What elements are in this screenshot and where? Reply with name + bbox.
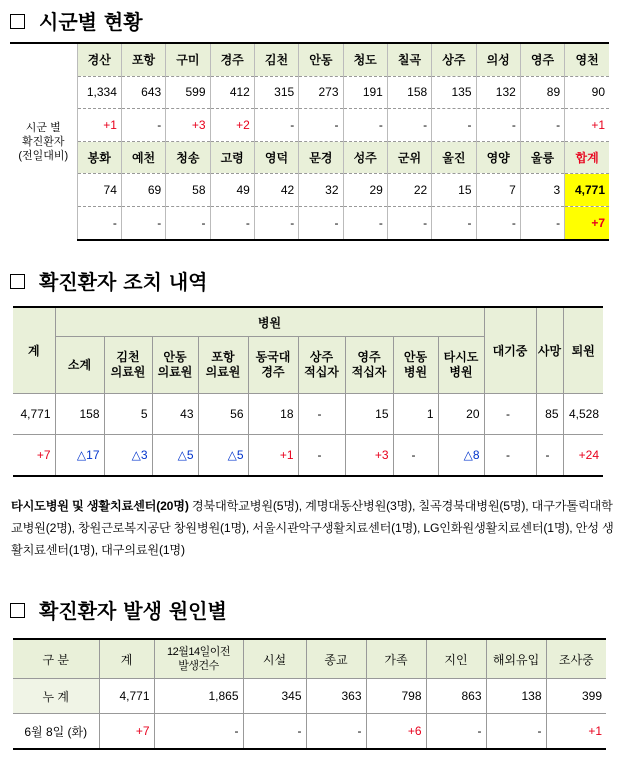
region-name: 칠곡 — [387, 43, 431, 76]
region-name: 영덕 — [254, 141, 298, 174]
header-total: 계 — [13, 307, 55, 394]
section-title-causes: 확진환자 발생 원인별 — [10, 595, 227, 624]
regional-status-table — [10, 42, 609, 241]
case-count: 132 — [476, 76, 520, 109]
data-cell: 158 — [55, 394, 104, 435]
daily-change: - — [166, 206, 210, 239]
header-discharged: 퇴원 — [563, 307, 603, 394]
case-count: 643 — [121, 76, 165, 109]
section-title-regional: 시군별 현황 — [10, 6, 143, 35]
data-cell: 5 — [104, 394, 152, 435]
other-hospitals-note — [11, 495, 621, 561]
header-hospital: 김천 의료원 — [104, 337, 152, 394]
data-cell: +3 — [345, 435, 393, 477]
header-hospital: 타시도 병원 — [438, 337, 484, 394]
data-cell: +24 — [563, 435, 603, 477]
note-heading: 타시도병원 및 생활치료센터(20명) — [11, 499, 189, 513]
case-count: 7 — [476, 174, 520, 207]
header-hospital: 소계 — [55, 337, 104, 394]
checkbox-square-icon — [10, 14, 25, 29]
case-count: 315 — [254, 76, 298, 109]
daily-change: - — [121, 109, 165, 142]
daily-change: +1 — [77, 109, 121, 142]
data-cell: - — [298, 394, 345, 435]
region-name: 구미 — [166, 43, 210, 76]
case-count: 69 — [121, 174, 165, 207]
region-name: 문경 — [299, 141, 343, 174]
region-name: 청도 — [343, 43, 387, 76]
daily-change: - — [387, 206, 431, 239]
case-count: 599 — [166, 76, 210, 109]
data-cell: △17 — [55, 435, 104, 477]
daily-change: - — [254, 109, 298, 142]
data-cell: △5 — [198, 435, 248, 477]
case-count: 135 — [432, 76, 476, 109]
data-cell: 4,771 — [13, 394, 55, 435]
daily-change: +3 — [166, 109, 210, 142]
header-waiting: 대기중 — [484, 307, 536, 394]
region-name: 안동 — [299, 43, 343, 76]
data-cell: - — [298, 435, 345, 477]
case-count: 29 — [343, 174, 387, 207]
data-cell: +1 — [546, 714, 606, 750]
case-count: 22 — [387, 174, 431, 207]
data-cell: 345 — [243, 679, 306, 714]
daily-change: - — [299, 206, 343, 239]
data-cell: +6 — [366, 714, 426, 750]
daily-change: - — [343, 109, 387, 142]
daily-change: +1 — [565, 109, 609, 142]
header-row — [13, 307, 603, 337]
data-cell: 85 — [536, 394, 563, 435]
row-label: 시군 별 확진환자 (전일대비) — [10, 43, 77, 240]
header-hospital: 동국대 경주 — [248, 337, 298, 394]
daily-change: - — [343, 206, 387, 239]
table-row — [13, 679, 606, 714]
case-count: 3 — [520, 174, 564, 207]
data-cell: - — [536, 435, 563, 477]
case-count: 15 — [432, 174, 476, 207]
region-name: 영천 — [565, 43, 609, 76]
header-cell: 시설 — [243, 639, 306, 679]
data-cell: 138 — [486, 679, 546, 714]
daily-change: - — [121, 206, 165, 239]
header-cell: 가족 — [366, 639, 426, 679]
data-cell: - — [484, 394, 536, 435]
table-row — [13, 394, 603, 435]
region-name: 경주 — [210, 43, 254, 76]
checkbox-square-icon — [10, 603, 25, 618]
header-hospital: 안동 의료원 — [152, 337, 198, 394]
case-count: 49 — [210, 174, 254, 207]
daily-change: - — [254, 206, 298, 239]
table-row — [10, 141, 609, 174]
region-name: 김천 — [254, 43, 298, 76]
region-name: 군위 — [387, 141, 431, 174]
region-name: 상주 — [432, 43, 476, 76]
data-cell: 18 — [248, 394, 298, 435]
daily-change: - — [520, 206, 564, 239]
data-cell: 20 — [438, 394, 484, 435]
region-name: 경산 — [77, 43, 121, 76]
case-count: 1,334 — [77, 76, 121, 109]
data-cell: +1 — [248, 435, 298, 477]
header-death: 사망 — [536, 307, 563, 394]
region-name: 울릉 — [520, 141, 564, 174]
case-count: 90 — [565, 76, 609, 109]
header-cell: 종교 — [306, 639, 366, 679]
data-cell: 56 — [198, 394, 248, 435]
daily-change: - — [77, 206, 121, 239]
table-row — [13, 714, 606, 750]
data-cell: 15 — [345, 394, 393, 435]
data-cell: 399 — [546, 679, 606, 714]
note-text: 경북대학교병원(5명), 계명대동산병원(3명), 칠곡경북대병원(5명), 대구가톨릭대학교병원(2명), 창원근로복지공단 창원병원(1명), 서울시관악구생활치료센터(1명), LG인화원생활치료센터(1명), 안성 생활치료센터(1명), 대구의료원(1명) — [11, 499, 614, 557]
case-count: 412 — [210, 76, 254, 109]
daily-change: - — [476, 109, 520, 142]
table-row — [10, 206, 609, 239]
data-cell: 4,528 — [563, 394, 603, 435]
case-count: 74 — [77, 174, 121, 207]
case-count: 42 — [254, 174, 298, 207]
header-hospital: 상주 적십자 — [298, 337, 345, 394]
case-count: 89 — [520, 76, 564, 109]
daily-change: - — [476, 206, 520, 239]
case-count: 32 — [299, 174, 343, 207]
table-row — [10, 109, 609, 142]
header-cell: 지인 — [426, 639, 486, 679]
data-cell: - — [154, 714, 243, 750]
case-count: 158 — [387, 76, 431, 109]
data-cell: - — [426, 714, 486, 750]
data-cell: 4,771 — [99, 679, 154, 714]
data-cell: - — [306, 714, 366, 750]
region-name: 성주 — [343, 141, 387, 174]
daily-change: - — [432, 109, 476, 142]
data-cell: +7 — [99, 714, 154, 750]
case-count: 58 — [166, 174, 210, 207]
region-name: 포항 — [121, 43, 165, 76]
measures-table — [13, 306, 603, 477]
region-name: 합계 — [565, 141, 609, 174]
header-cell: 조사중 — [546, 639, 606, 679]
causes-table — [13, 638, 606, 750]
header-row — [13, 639, 606, 679]
data-cell: 863 — [426, 679, 486, 714]
daily-change: +7 — [565, 206, 609, 239]
region-name: 울진 — [432, 141, 476, 174]
data-cell: - — [484, 435, 536, 477]
row-label: 누 계 — [13, 679, 99, 714]
daily-change: - — [387, 109, 431, 142]
table-row — [10, 76, 609, 109]
daily-change: - — [432, 206, 476, 239]
checkbox-square-icon — [10, 274, 25, 289]
data-cell: △8 — [438, 435, 484, 477]
header-cell: 구 분 — [13, 639, 99, 679]
header-hospital: 포항 의료원 — [198, 337, 248, 394]
case-count: 4,771 — [565, 174, 609, 207]
header-cell: 12월14일이전 발생건수 — [154, 639, 243, 679]
case-count: 273 — [299, 76, 343, 109]
header-hospital-group: 병원 — [55, 307, 484, 337]
daily-change: - — [299, 109, 343, 142]
daily-change: - — [210, 206, 254, 239]
header-hospital: 영주 적십자 — [345, 337, 393, 394]
data-cell: 363 — [306, 679, 366, 714]
daily-change: - — [520, 109, 564, 142]
region-name: 청송 — [166, 141, 210, 174]
section-title-measures: 확진환자 조치 내역 — [10, 266, 208, 295]
data-cell: - — [393, 435, 438, 477]
data-cell: 1 — [393, 394, 438, 435]
table-row — [13, 435, 603, 477]
header-hospital: 안동 병원 — [393, 337, 438, 394]
header-cell: 해외유입 — [486, 639, 546, 679]
region-name: 영양 — [476, 141, 520, 174]
data-cell: 798 — [366, 679, 426, 714]
table-row — [10, 174, 609, 207]
case-count: 191 — [343, 76, 387, 109]
region-name: 예천 — [121, 141, 165, 174]
region-name: 영주 — [520, 43, 564, 76]
data-cell: 1,865 — [154, 679, 243, 714]
row-label: 6월 8일 (화) — [13, 714, 99, 750]
data-cell: - — [486, 714, 546, 750]
data-cell: △3 — [104, 435, 152, 477]
region-name: 고령 — [210, 141, 254, 174]
header-cell: 계 — [99, 639, 154, 679]
data-cell: △5 — [152, 435, 198, 477]
data-cell: 43 — [152, 394, 198, 435]
region-name: 의성 — [476, 43, 520, 76]
data-cell: +7 — [13, 435, 55, 477]
daily-change: +2 — [210, 109, 254, 142]
region-name: 봉화 — [77, 141, 121, 174]
data-cell: - — [243, 714, 306, 750]
table-row — [10, 43, 609, 76]
